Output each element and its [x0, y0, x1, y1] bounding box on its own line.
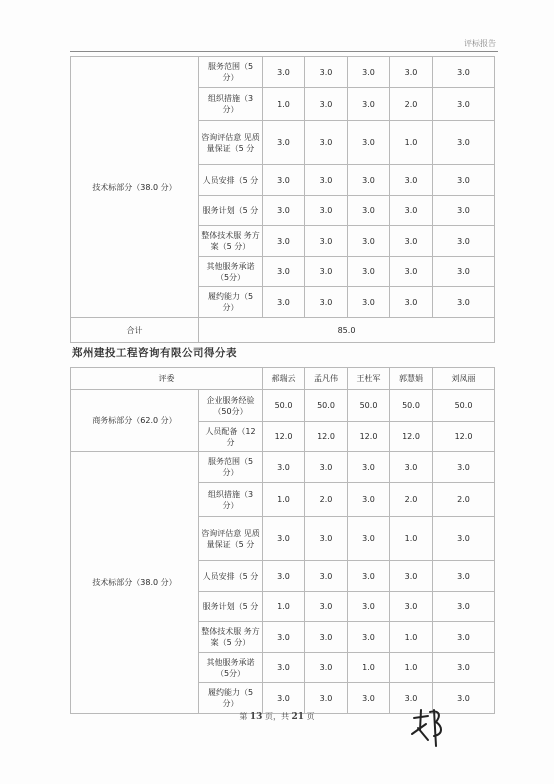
judge-header-label: 评委: [71, 368, 263, 390]
score-cell: 1.0: [390, 517, 433, 561]
score-cell: 3.0: [263, 653, 305, 683]
score-cell: 3.0: [263, 257, 305, 287]
score-cell: 3.0: [390, 165, 433, 196]
score-cell: 2.0: [390, 88, 433, 121]
score-cell: 3.0: [433, 653, 495, 683]
score-cell: 3.0: [433, 226, 495, 257]
score-cell: 3.0: [348, 517, 390, 561]
footer-mid: 页，共: [265, 712, 289, 721]
score-table: [70, 367, 495, 714]
score-cell: 3.0: [390, 287, 433, 318]
score-cell: 2.0: [305, 483, 348, 517]
business-category-cell: 商务标部分（62.0 分）: [71, 390, 199, 452]
score-cell: 3.0: [433, 88, 495, 121]
score-cell: 3.0: [390, 561, 433, 592]
total-value: 85.0: [199, 318, 495, 343]
tech-category-cell: 技术标部分（38.0 分）: [71, 452, 199, 714]
table-header-row: [71, 368, 495, 390]
judge-name: 郝瑞云: [263, 368, 305, 390]
score-cell: 3.0: [263, 196, 305, 226]
score-cell: 3.0: [390, 257, 433, 287]
score-cell: 3.0: [263, 622, 305, 653]
footer-suffix: 页: [306, 712, 315, 721]
total-label: 合计: [71, 318, 199, 343]
judge-name: 刘凤丽: [433, 368, 495, 390]
score-cell: 50.0: [348, 390, 390, 422]
score-cell: 3.0: [433, 196, 495, 226]
judge-name: 孟凡伟: [305, 368, 348, 390]
score-cell: 3.0: [305, 226, 348, 257]
score-cell: 2.0: [433, 483, 495, 517]
footer-prefix: 第: [239, 712, 248, 721]
score-cell: 12.0: [305, 422, 348, 452]
score-cell: 3.0: [348, 88, 390, 121]
criterion-cell: 咨询评估意 见质量保证（5 分: [199, 121, 263, 165]
score-cell: 2.0: [390, 483, 433, 517]
score-cell: 12.0: [390, 422, 433, 452]
score-cell: 1.0: [390, 653, 433, 683]
score-cell: 3.0: [263, 683, 305, 714]
score-cell: 3.0: [305, 57, 348, 88]
score-cell: 50.0: [433, 390, 495, 422]
header-rule: [70, 51, 498, 52]
score-cell: 3.0: [433, 57, 495, 88]
score-cell: 3.0: [348, 287, 390, 318]
page-footer: [0, 711, 554, 722]
score-cell: 3.0: [348, 57, 390, 88]
judge-name: 王杜军: [348, 368, 390, 390]
table-row: [71, 390, 495, 422]
judge-name: 郭慧娟: [390, 368, 433, 390]
score-cell: 3.0: [263, 561, 305, 592]
score-cell: 12.0: [263, 422, 305, 452]
criterion-cell: 人员配备（12 分: [199, 422, 263, 452]
score-cell: 3.0: [305, 165, 348, 196]
score-cell: 3.0: [433, 257, 495, 287]
score-cell: 3.0: [305, 517, 348, 561]
score-cell: 3.0: [348, 165, 390, 196]
score-cell: 50.0: [305, 390, 348, 422]
score-cell: 3.0: [433, 683, 495, 714]
score-cell: 3.0: [390, 226, 433, 257]
score-cell: 1.0: [263, 88, 305, 121]
score-cell: 3.0: [305, 121, 348, 165]
criterion-cell: 服务范围（5 分）: [199, 57, 263, 88]
criterion-cell: 其他服务承诺（5分）: [199, 257, 263, 287]
score-cell: 3.0: [433, 561, 495, 592]
score-cell: 50.0: [263, 390, 305, 422]
score-cell: 3.0: [305, 653, 348, 683]
score-cell: 1.0: [390, 622, 433, 653]
score-cell: 3.0: [348, 196, 390, 226]
criterion-cell: 组织措施（3 分）: [199, 483, 263, 517]
score-cell: 3.0: [433, 592, 495, 622]
score-cell: 1.0: [263, 592, 305, 622]
score-cell: 3.0: [433, 165, 495, 196]
score-cell: 3.0: [305, 452, 348, 483]
score-cell: 3.0: [390, 452, 433, 483]
score-cell: 3.0: [433, 452, 495, 483]
criterion-cell: 组织措施（3 分）: [199, 88, 263, 121]
score-cell: 12.0: [348, 422, 390, 452]
score-cell: 3.0: [348, 226, 390, 257]
score-cell: 3.0: [305, 88, 348, 121]
score-table-continued: [70, 56, 495, 343]
score-cell: 3.0: [390, 592, 433, 622]
header-label: 评标报告: [464, 39, 496, 48]
score-cell: 3.0: [390, 683, 433, 714]
score-cell: 3.0: [263, 165, 305, 196]
criterion-cell: 人员安排（5 分: [199, 165, 263, 196]
score-cell: 1.0: [263, 483, 305, 517]
score-cell: 3.0: [305, 561, 348, 592]
score-cell: 3.0: [348, 121, 390, 165]
score-cell: 3.0: [348, 683, 390, 714]
score-cell: 3.0: [348, 257, 390, 287]
criterion-cell: 人员安排（5 分: [199, 561, 263, 592]
score-cell: 1.0: [390, 121, 433, 165]
table-row: [71, 452, 495, 483]
score-cell: 50.0: [390, 390, 433, 422]
score-cell: 3.0: [348, 452, 390, 483]
score-cell: 12.0: [433, 422, 495, 452]
score-cell: 3.0: [433, 622, 495, 653]
page-total: 21: [291, 712, 305, 722]
score-cell: 3.0: [305, 257, 348, 287]
score-cell: 3.0: [348, 592, 390, 622]
score-cell: 3.0: [305, 196, 348, 226]
score-cell: 3.0: [263, 452, 305, 483]
section-title: 郑州建投工程咨询有限公司得分表: [72, 347, 237, 359]
criterion-cell: 服务计划（5 分: [199, 196, 263, 226]
score-cell: 3.0: [433, 121, 495, 165]
score-cell: 3.0: [433, 517, 495, 561]
score-cell: 3.0: [305, 683, 348, 714]
handwritten-signature: [408, 700, 458, 750]
criterion-cell: 服务计划（5 分: [199, 592, 263, 622]
criterion-cell: 整体技术服 务方案（5 分）: [199, 226, 263, 257]
score-cell: 3.0: [263, 287, 305, 318]
score-cell: 3.0: [305, 592, 348, 622]
criterion-cell: 咨询评估意 见质量保证（5 分: [199, 517, 263, 561]
score-cell: 3.0: [390, 196, 433, 226]
score-cell: 3.0: [263, 121, 305, 165]
criterion-cell: 其他服务承诺（5分）: [199, 653, 263, 683]
criterion-cell: 服务范围（5 分）: [199, 452, 263, 483]
score-cell: 3.0: [348, 561, 390, 592]
score-cell: 1.0: [348, 653, 390, 683]
score-cell: 3.0: [348, 483, 390, 517]
score-cell: 3.0: [263, 226, 305, 257]
page-number: 13: [249, 712, 263, 722]
table-row: [71, 57, 495, 88]
score-cell: 3.0: [305, 622, 348, 653]
criterion-cell: 履约能力（5 分）: [199, 287, 263, 318]
score-cell: 3.0: [263, 517, 305, 561]
score-cell: 3.0: [390, 57, 433, 88]
score-cell: 3.0: [263, 57, 305, 88]
tech-category-cell: 技术标部分（38.0 分）: [71, 57, 199, 318]
score-cell: 3.0: [433, 287, 495, 318]
criterion-cell: 履约能力（5 分）: [199, 683, 263, 714]
criterion-cell: 企业服务经验（50分）: [199, 390, 263, 422]
total-row: [71, 318, 495, 343]
score-cell: 3.0: [348, 622, 390, 653]
criterion-cell: 整体技术服 务方案（5 分）: [199, 622, 263, 653]
score-cell: 3.0: [305, 287, 348, 318]
